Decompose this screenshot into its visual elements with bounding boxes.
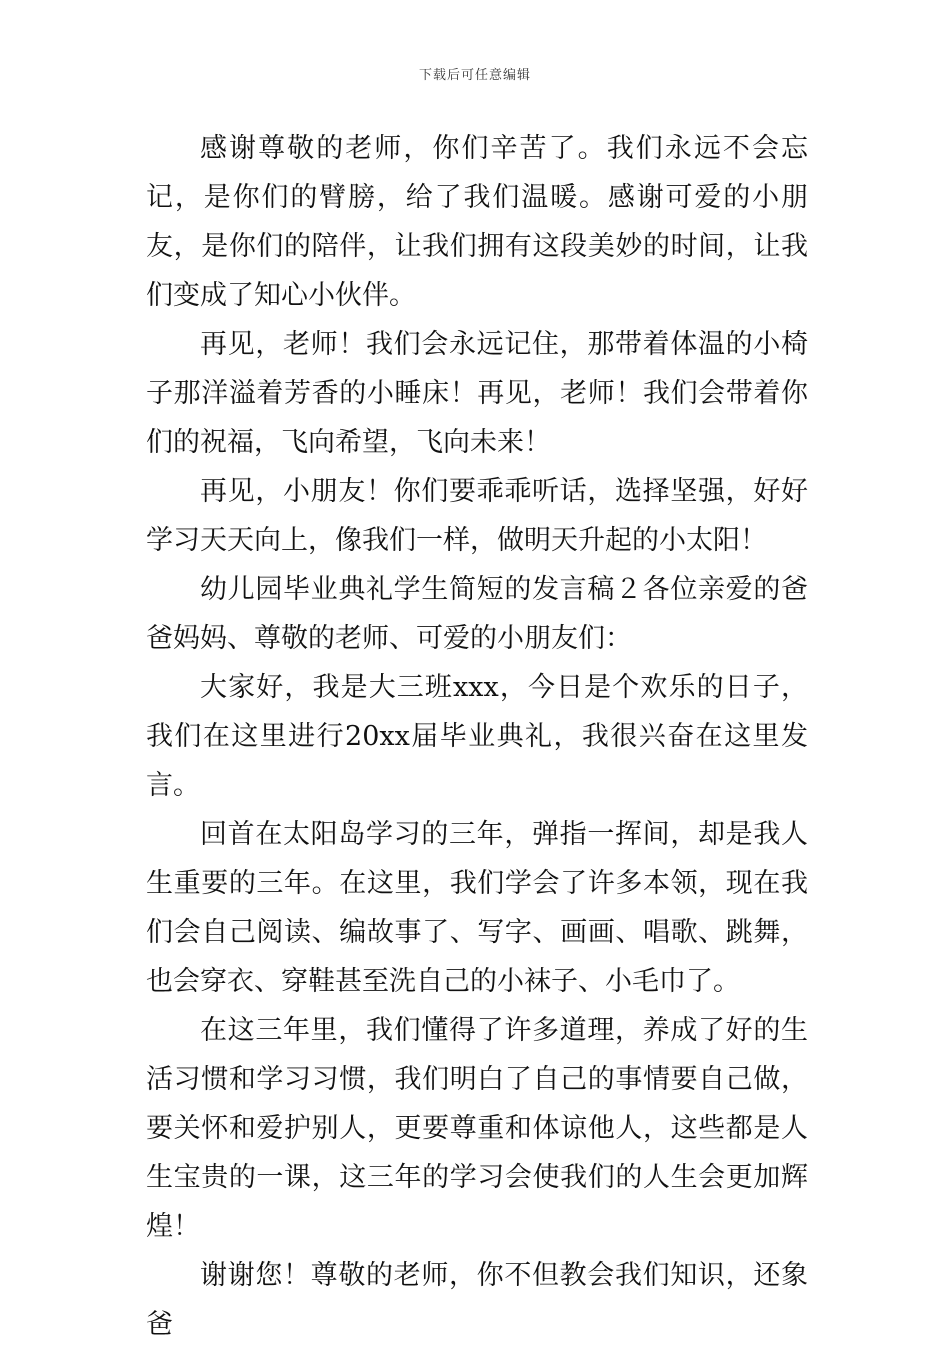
paragraph-7: 在这三年里，我们懂得了许多道理，养成了好的生活习惯和学习习惯，我们明白了自己的事情要自己做，要关怀和爱护别人，更要尊重和体谅他人，这些都是人生宝贵的一课，这三年的学习会使我们的人生会更加辉煌！ bbox=[146, 1015, 808, 1242]
paragraph-1: 感谢尊敬的老师，你们辛苦了。我们永远不会忘记，是你们的臂膀，给了我们温暖。感谢可爱的小朋友，是你们的陪伴，让我们拥有这段美妙的时间，让我们变成了知心小伙伴。 bbox=[146, 133, 808, 311]
document-body bbox=[146, 124, 808, 1349]
paragraph-3: 再见，小朋友！你们要乖乖听话，选择坚强，好好学习天天向上，像我们一样，做明天升起的小太阳！ bbox=[146, 476, 808, 556]
page-header: 下载后可任意编辑 bbox=[418, 68, 531, 83]
paragraph-8: 谢谢您！尊敬的老师，你不但教会我们知识，还象爸 bbox=[146, 1260, 808, 1340]
paragraph-2: 再见，老师！我们会永远记住，那带着体温的小椅子那洋溢着芳香的小睡床！再见，老师！我们会带着你们的祝福，飞向希望，飞向未来！ bbox=[146, 329, 808, 458]
paragraph-6: 回首在太阳岛学习的三年，弹指一挥间，却是我人生重要的三年。在这里，我们学会了许多本领，现在我们会自己阅读、编故事了、写字、画画、唱歌、跳舞，也会穿衣、穿鞋甚至洗自己的小袜子、小毛巾了。 bbox=[146, 819, 808, 997]
paragraph-5: 大家好，我是大三班xxx，今日是个欢乐的日子，我们在这里进行20xx届毕业典礼，我很兴奋在这里发言。 bbox=[146, 672, 808, 801]
paragraph-4: 幼儿园毕业典礼学生简短的发言稿２各位亲爱的爸爸妈妈、尊敬的老师、可爱的小朋友们： bbox=[146, 574, 808, 654]
